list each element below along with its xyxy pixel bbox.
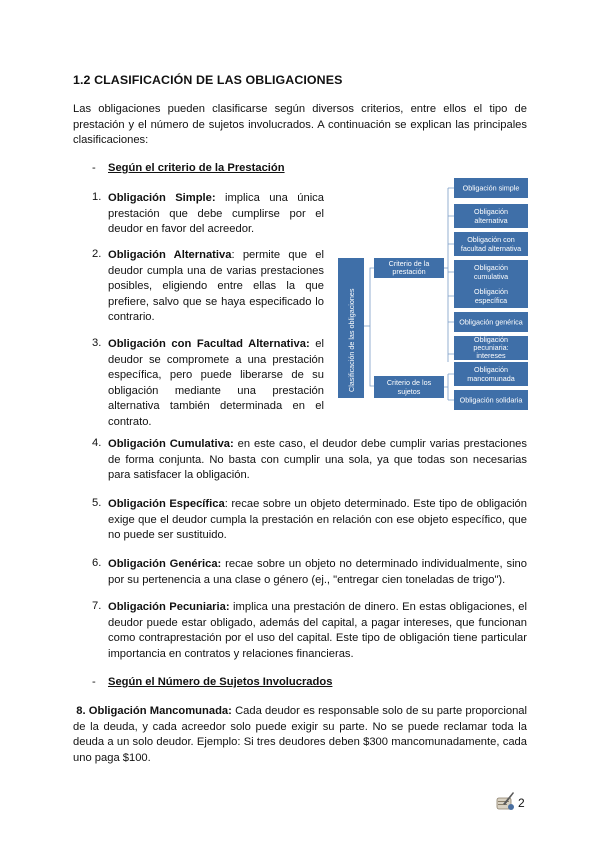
- diagram-leaf-label: facultad alternativa: [460, 244, 522, 253]
- list-number: 3.: [92, 337, 102, 349]
- list-number: 1.: [92, 191, 102, 203]
- diagram-connector: [364, 268, 374, 386]
- list-number: 5.: [92, 497, 102, 509]
- item-title: Obligación Específica: [108, 498, 225, 510]
- item-text: : recae sobre un objeto determinado. Este tipo de obligación exige que el deudor cumpla la prestación en relación con ese objeto específico, que no puede ser sustituido.: [108, 498, 527, 541]
- diagram-leaf-label: alternativa: [474, 216, 508, 225]
- item-title: Obligación Pecuniaria:: [108, 601, 230, 613]
- item-text: Cada deudor es responsable solo de su parte proporcional de la deuda, y cada acreedor solo puede exigir su parte. No se puede reclamar toda la deuda a un solo deudor. Ejemplo: Si tres deudores deben $300 mancomunadamente, cada uno paga $100.: [73, 705, 527, 764]
- list-number: 6.: [92, 557, 102, 569]
- list-item: [92, 557, 527, 588]
- item-text: : permite que el deudor cumpla una de varias prestaciones posibles, eligiendo entre ellas la que prefiere, salvo que se haya especificado lo contrario.: [108, 249, 324, 323]
- diagram-mid-label: Criterio de la: [388, 259, 430, 268]
- list-item: [92, 337, 324, 430]
- page-title: 1.2 CLASIFICACIÓN DE LAS OBLIGACIONES: [73, 73, 343, 87]
- diagram-leaf-label: cumulativa: [473, 272, 509, 281]
- diagram-leaf-label: pecuniaria:: [473, 343, 509, 352]
- list-number: 2.: [92, 248, 102, 260]
- diagram-leaf-label: Obligación genérica: [459, 317, 523, 327]
- list-item: [92, 437, 527, 484]
- diagram-leaf-label: Obligación solidaria: [459, 395, 523, 405]
- diagram-leaf-label: Obligación: [474, 335, 508, 344]
- item-text: implica una prestación de dinero. En estas obligaciones, el deudor puede estar obligado, además del capital, a pagar intereses, que funcionan como contraprestación por el uso del capital. Este tipo de obligación tiene particular importancia en contratos y relaciones financieras.: [108, 601, 527, 660]
- diagram-connector: [444, 188, 454, 400]
- list-item: [73, 704, 527, 766]
- section-heading-sujetos: Según el Número de Sujetos Involucrados: [108, 676, 333, 688]
- item-text: recae sobre un objeto no determinado individualmente, sino por su pertenencia a una clase o género (ej., "entregar cien toneladas de trigo").: [108, 558, 527, 586]
- list-item: [92, 600, 527, 662]
- list-number: 4.: [92, 437, 102, 449]
- item-text: implica una única prestación que debe cumplirse por el deudor en favor del acreedor.: [108, 192, 324, 235]
- item-title: Obligación Alternativa: [108, 249, 232, 261]
- item-title: Obligación con Facultad Alternativa:: [108, 338, 310, 350]
- list-number: 7.: [92, 600, 102, 612]
- item-text: en este caso, el deudor debe cumplir varias prestaciones de forma conjunta. No basta con cumplir una sola, ya que todas son necesarias para satisfacer la obligación.: [108, 438, 527, 481]
- diagram-leaf-label: Obligación simple: [462, 183, 520, 193]
- section-bullet: -: [92, 162, 96, 174]
- list-item: [92, 191, 324, 238]
- diagram-leaf-label: intereses: [476, 351, 506, 360]
- diagram-leaf-label: Obligación: [474, 263, 508, 272]
- item-title: Obligación Simple:: [108, 192, 216, 204]
- diagram-leaf-label: mancomunada: [467, 374, 515, 383]
- quill-scroll-icon: [494, 790, 516, 812]
- section-bullet: -: [92, 676, 96, 688]
- diagram-mid-label: Criterio de los: [386, 378, 432, 387]
- diagram-root-label: Clasificación de las obligaciones: [347, 288, 356, 392]
- classification-diagram: [336, 176, 532, 416]
- page-number: 2: [518, 796, 525, 810]
- section-heading-prestacion: Según el criterio de la Prestación: [108, 162, 285, 174]
- diagram-leaf-label: Obligación: [474, 365, 508, 374]
- list-number: 8.: [76, 705, 86, 717]
- item-title: Obligación Genérica:: [108, 558, 222, 570]
- diagram-leaf-label: Obligación: [474, 207, 508, 216]
- diagram-mid-label: prestación: [392, 267, 426, 276]
- diagram-leaf-label: Obligación: [474, 287, 508, 296]
- intro-paragraph: Las obligaciones pueden clasificarse según diversos criterios, entre ellos el tipo de prestación y el número de sujetos involucrados. A continuación se explican las principales clasificaciones:: [73, 103, 527, 146]
- list-item: [92, 248, 324, 326]
- item-title: Obligación Cumulativa:: [108, 438, 234, 450]
- diagram-leaf-label: Obligación con: [467, 235, 515, 244]
- item-text: el deudor se compromete a una prestación específica, pero puede liberarse de su obligación mediante una prestación alternativa también determinada en el contrato.: [108, 338, 324, 428]
- list-item: [92, 497, 527, 544]
- diagram-leaf-label: específica: [474, 296, 508, 305]
- item-title: Obligación Mancomunada:: [88, 705, 232, 717]
- diagram-mid-label: sujetos: [397, 387, 421, 396]
